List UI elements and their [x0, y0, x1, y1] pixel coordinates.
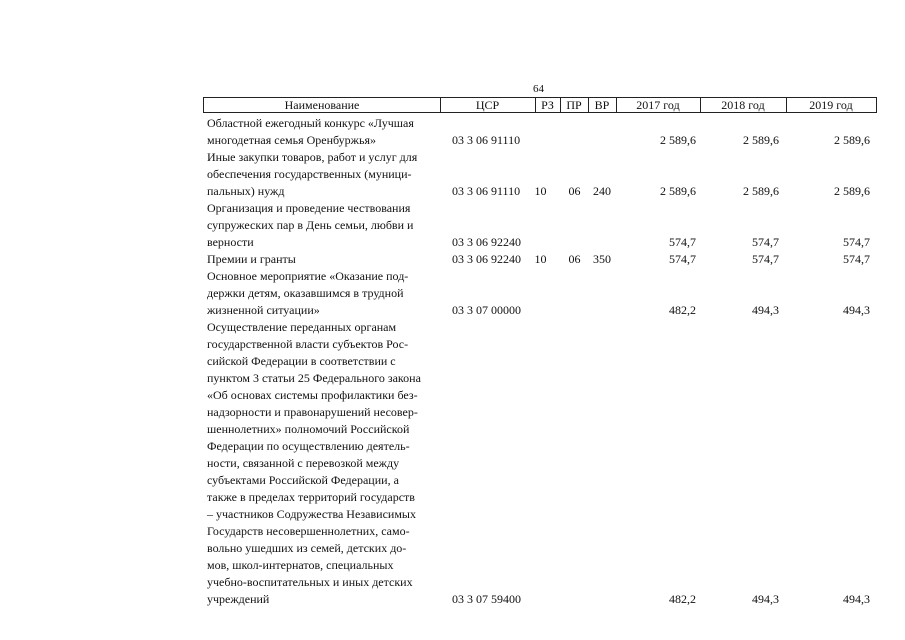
- row-name-line: Федерации по осуществлению деятель-: [207, 439, 410, 453]
- row-name-line: пальных) нужд: [207, 184, 285, 198]
- row-name-line: – участников Содружества Независимых: [207, 507, 416, 521]
- row-csr: 03 3 07 59400: [452, 592, 521, 606]
- table-row: [0, 115, 905, 149]
- row-name-line: супружеских пар в День семьи, любви и: [207, 218, 414, 232]
- row-2017: 2 589,6: [660, 184, 696, 198]
- row-name-line: «Об основах системы профилактики без-: [207, 388, 418, 402]
- row-2018: 494,3: [752, 303, 779, 317]
- header-vr: ВР: [588, 98, 617, 112]
- row-2019: 574,7: [843, 235, 870, 249]
- header-pr: ПР: [560, 98, 589, 112]
- header-2017: 2017 год: [616, 98, 701, 112]
- row-name-line: Организация и проведение чествования: [207, 201, 411, 215]
- row-name-line: многодетная семья Оренбуржья»: [207, 133, 376, 147]
- row-name-line: учебно-воспитательных и иных детских: [207, 575, 413, 589]
- row-name: [207, 268, 443, 319]
- row-name: [207, 149, 443, 200]
- row-2018: 2 589,6: [743, 184, 779, 198]
- table-row: [0, 200, 905, 251]
- table-row: [0, 268, 905, 319]
- table-row: [0, 251, 905, 268]
- row-name-line: Основное мероприятие «Оказание под-: [207, 269, 409, 283]
- row-name-line: субъектами Российской Федерации, а: [207, 473, 399, 487]
- row-csr: 03 3 06 92240: [452, 235, 521, 249]
- row-2017: 574,7: [669, 252, 696, 266]
- row-csr: 03 3 07 00000: [452, 303, 521, 317]
- row-name-line: ности, связанной с перевозкой между: [207, 456, 400, 470]
- header-name: Наименование: [204, 98, 441, 112]
- row-name-line: верности: [207, 235, 254, 249]
- row-name-line: Государств несовершеннолетних, само-: [207, 524, 410, 538]
- row-name-line: обеспечения государственных (муници-: [207, 167, 412, 181]
- row-name-line: шеннолетних» полномочий Российской: [207, 422, 410, 436]
- row-name-line: Осуществление переданных органам: [207, 320, 397, 334]
- row-name-line: Иные закупки товаров, работ и услуг для: [207, 150, 418, 164]
- table-row: [0, 149, 905, 200]
- header-2018: 2018 год: [700, 98, 787, 112]
- row-name: [207, 115, 443, 149]
- row-2019: 494,3: [843, 592, 870, 606]
- page-number: 64: [533, 83, 544, 95]
- row-rz: 10: [534, 252, 547, 266]
- row-2018: 494,3: [752, 592, 779, 606]
- header-csr: ЦСР: [440, 98, 536, 112]
- row-2018: 574,7: [752, 252, 779, 266]
- row-2017: 482,2: [669, 592, 696, 606]
- row-name-line: жизненной ситуации»: [207, 303, 320, 317]
- row-name-line: пунктом 3 статьи 25 Федерального закона: [207, 371, 421, 385]
- row-2019: 2 589,6: [834, 133, 870, 147]
- row-vr: 350: [593, 252, 611, 266]
- row-csr: 03 3 06 91110: [452, 184, 521, 198]
- row-name-line: государственной власти субъектов Рос-: [207, 337, 409, 351]
- row-2017: 482,2: [669, 303, 696, 317]
- row-2019: 2 589,6: [834, 184, 870, 198]
- row-name-line: Областной ежегодный конкурс «Лучшая: [207, 116, 414, 130]
- row-name-line: держки детям, оказавшимся в трудной: [207, 286, 404, 300]
- row-2019: 574,7: [843, 252, 870, 266]
- row-name-line: Премии и гранты: [207, 252, 296, 266]
- row-name-line: мов, школ-интернатов, специальных: [207, 558, 394, 572]
- row-csr: 03 3 06 91110: [452, 133, 521, 147]
- row-name-line: учреждений: [207, 592, 270, 606]
- row-name-line: надзорности и правонарушений несовер-: [207, 405, 418, 419]
- row-name: [207, 319, 443, 608]
- row-name-line: также в пределах территорий государств: [207, 490, 415, 504]
- table-header: [203, 97, 877, 113]
- header-rz: РЗ: [535, 98, 561, 112]
- header-2019: 2019 год: [809, 98, 853, 112]
- row-name: [207, 200, 443, 251]
- row-name-line: сийской Федерации в соответствии с: [207, 354, 396, 368]
- row-2017: 574,7: [669, 235, 696, 249]
- row-2017: 2 589,6: [660, 133, 696, 147]
- row-pr: 06: [568, 252, 581, 266]
- row-2019: 494,3: [843, 303, 870, 317]
- row-csr: 03 3 06 92240: [452, 252, 521, 266]
- row-vr: 240: [593, 184, 611, 198]
- row-name: [207, 251, 443, 268]
- row-2018: 2 589,6: [743, 133, 779, 147]
- row-name-line: вольно ушедших из семей, детских до-: [207, 541, 407, 555]
- row-pr: 06: [568, 184, 581, 198]
- row-rz: 10: [534, 184, 547, 198]
- table-row: [0, 319, 905, 608]
- row-2018: 574,7: [752, 235, 779, 249]
